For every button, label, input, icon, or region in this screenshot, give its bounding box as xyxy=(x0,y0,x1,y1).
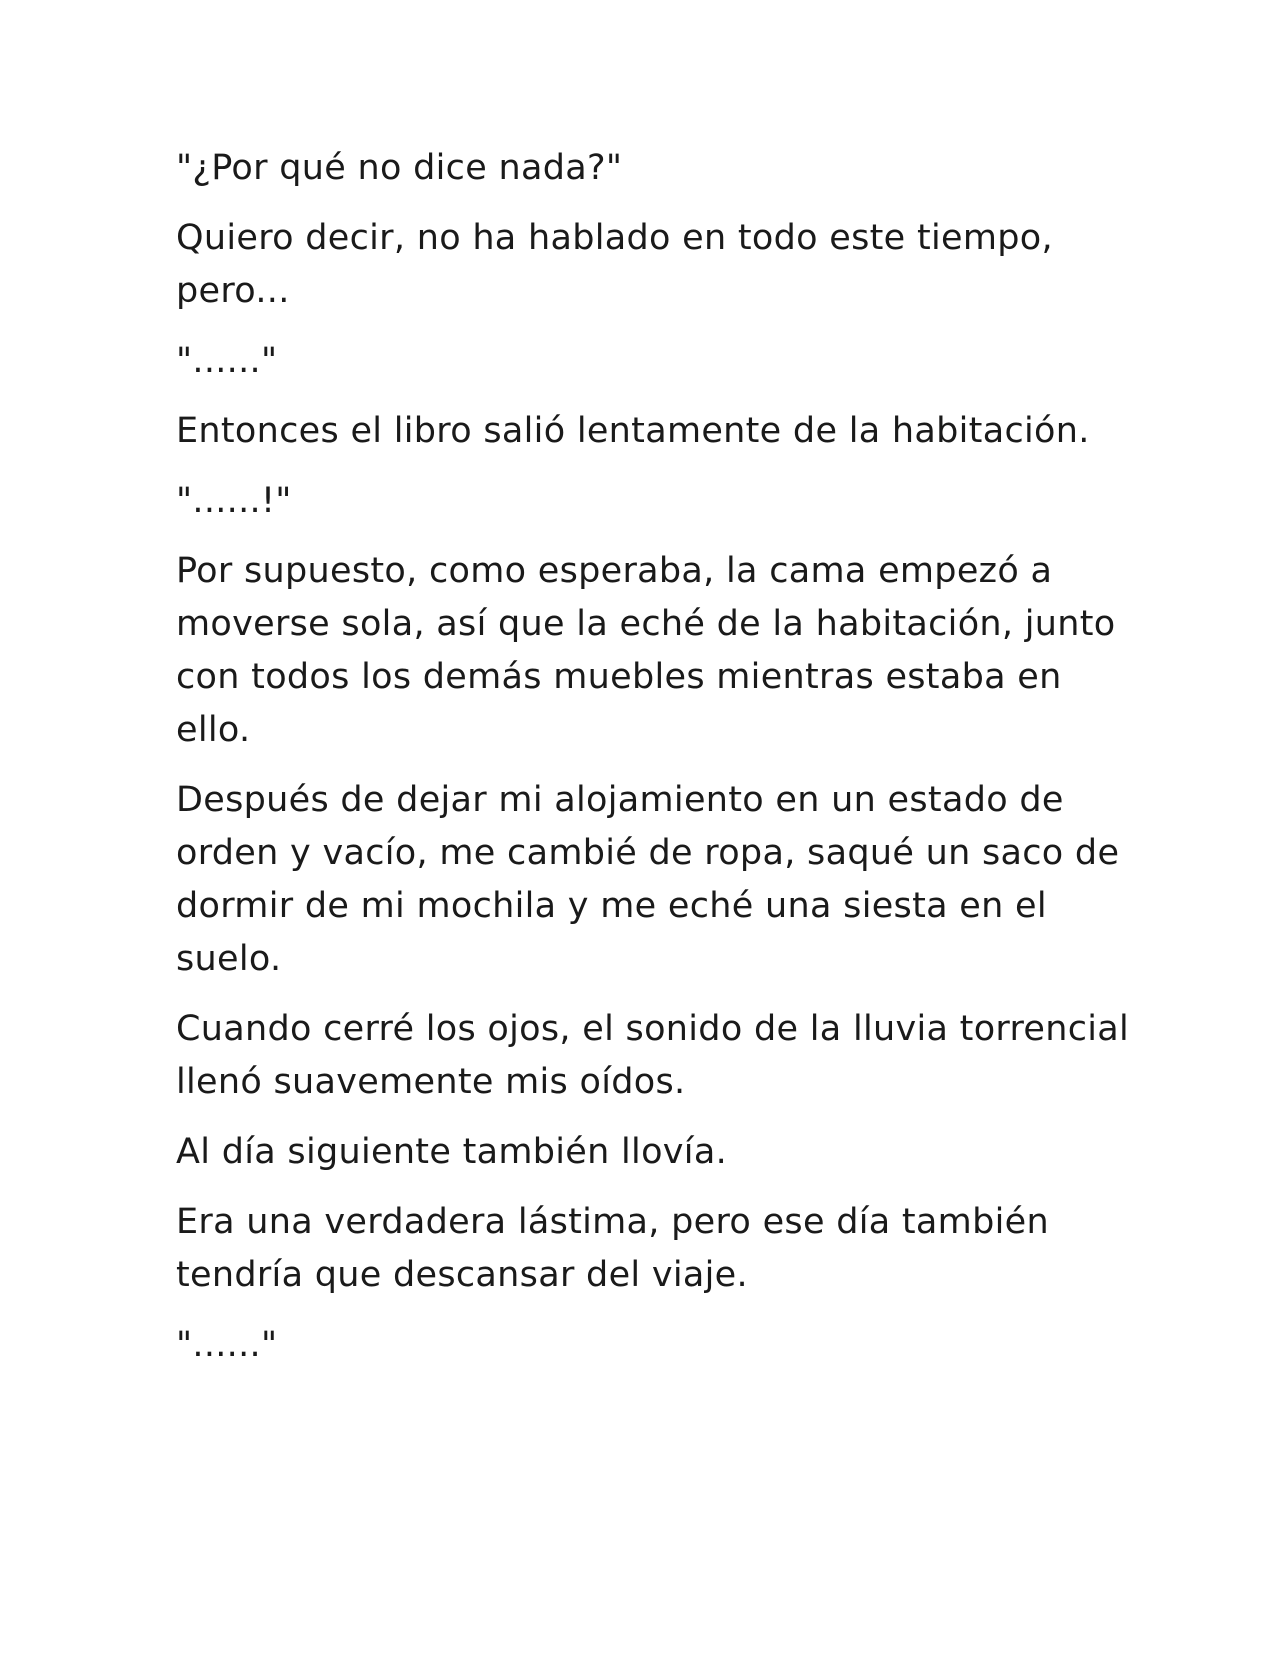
paragraph: Entonces el libro salió lentamente de la habitación. xyxy=(176,411,1090,451)
paragraph: Al día siguiente también llovía. xyxy=(176,1132,728,1172)
paragraph: Por supuesto, como esperaba, la cama empezó a moverse sola, así que la eché de la habitación, junto con todos los demás muebles mientras estaba en ello. xyxy=(176,551,1116,750)
document-page xyxy=(176,142,1136,1389)
paragraph-dialogue: "......" xyxy=(176,341,278,381)
paragraph-dialogue: "......!" xyxy=(176,481,292,521)
paragraph: Quiero decir, no ha hablado en todo este tiempo, pero... xyxy=(176,218,1053,311)
paragraph-dialogue: "......" xyxy=(176,1325,278,1365)
paragraph: Cuando cerré los ojos, el sonido de la lluvia torrencial llenó suavemente mis oídos. xyxy=(176,1009,1130,1102)
paragraph-dialogue: "¿Por qué no dice nada?" xyxy=(176,148,623,188)
paragraph: Después de dejar mi alojamiento en un estado de orden y vacío, me cambié de ropa, saqué un saco de dormir de mi mochila y me eché una siesta en el suelo. xyxy=(176,780,1120,979)
paragraph: Era una verdadera lástima, pero ese día también tendría que descansar del viaje. xyxy=(176,1202,1049,1295)
